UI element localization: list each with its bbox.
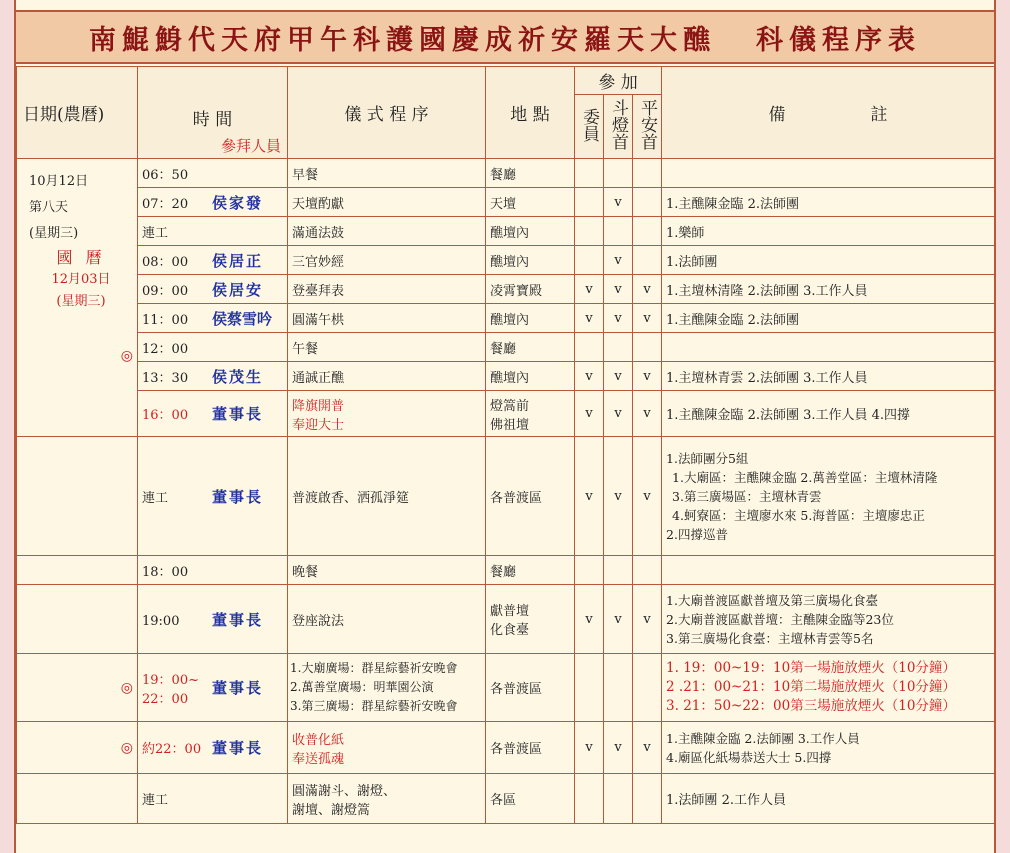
gregorian-weekday: (星期三) [56,294,106,309]
doudeng-check: v [604,188,633,217]
ritual-cell: 登臺拜表 [288,275,486,304]
table-row [17,275,995,304]
time-text: 06：50 [142,167,189,183]
lunar-weekday: (星期三) [29,226,79,241]
location-cell: 各普渡區 [486,437,575,556]
time-text: 19：00~ [142,672,199,688]
time-text: 08：00 [142,254,189,270]
doudeng-check: v [604,437,633,556]
date-cell [17,159,138,437]
header-date: 日期(農曆) [17,67,138,159]
ritual-line: 謝壇、謝燈篙 [292,802,371,818]
time-text: 11：00 [142,312,189,328]
pingan-check [633,774,662,824]
committee-check [575,333,604,362]
ritual-line: 奉送孤魂 [292,751,345,767]
ritual-line: 奉迎大士 [292,417,345,433]
header-ritual: 儀 式 程 序 [288,67,486,159]
ritual-line: 2.萬善堂廣場：明華園公演 [290,680,434,694]
time-text: 連工 [142,793,169,808]
page-title [16,10,994,64]
highlight-mark: ◎ [120,679,133,696]
doudeng-check [604,774,633,824]
pingan-check [633,333,662,362]
location-cell: 各普渡區 [486,722,575,774]
table-row [17,391,995,437]
location-cell: 醮壇內 [486,362,575,391]
doudeng-check [604,333,633,362]
ritual-cell: 登座說法 [288,585,486,654]
gregorian-date: 12月03日 [51,272,111,287]
doudeng-check: v [604,275,633,304]
date-cell-empty [17,585,138,654]
ritual-cell: 晚餐 [288,556,486,585]
time-cell [138,333,288,362]
time-cell [138,188,288,217]
table-row [17,556,995,585]
pingan-check [633,217,662,246]
committee-check: v [575,362,604,391]
title-suffix: 科儀程序表 [756,24,921,56]
table-row [17,217,995,246]
time-cell [138,774,288,824]
remarks-line: 3. 21：50~22：00第三場施放煙火（10分鐘） [666,698,956,714]
committee-check: v [575,437,604,556]
ritual-line: 圓滿謝斗、謝燈、 [292,783,397,799]
highlight-mark: ◎ [120,739,133,756]
location-cell [486,585,575,654]
committee-check: v [575,585,604,654]
committee-check [575,556,604,585]
doudeng-check: v [604,391,633,437]
time-text: 約22：00 [142,742,202,757]
remarks-line: 3.第三廣場區：主壇林青雲 [672,488,822,504]
pingan-check: v [633,362,662,391]
location-cell: 餐廳 [486,159,575,188]
time-cell [138,585,288,654]
ritual-cell: 早餐 [288,159,486,188]
remarks-cell: 1.主醮陳金臨 2.法師團 [662,304,995,333]
remarks-line: 1.大廟普渡區獻普壇及第三廣場化食臺 [666,592,878,608]
doudeng-check [604,654,633,722]
ritual-line: 1.大廟廣場：群星綜藝祈安晚會 [290,661,458,675]
header-remarks: 備 註 [662,67,995,159]
header-pingan-text: 平安首 [637,99,658,150]
location-cell: 餐廳 [486,556,575,585]
header-location: 地 點 [486,67,575,159]
committee-check: v [575,391,604,437]
location-line: 佛祖壇 [490,417,530,433]
remarks-cell: 1.法師團 [662,246,995,275]
remarks-cell: 1.法師團 2.工作人員 [662,774,995,824]
header-time [138,67,288,159]
header-join: 參 加 [575,67,662,95]
location-cell: 醮壇內 [486,304,575,333]
remarks-cell [662,437,995,556]
pingan-check [633,654,662,722]
ritual-line: 降旗開普 [292,398,345,414]
doudeng-check [604,217,633,246]
date-cell-mark [17,654,138,722]
pingan-check [633,556,662,585]
pingan-check [633,188,662,217]
ritual-cell [288,774,486,824]
pingan-check: v [633,437,662,556]
header-doudeng-text: 斗燈首 [608,99,628,150]
remarks-line: 1. 19：00~19：10第一場施放煙火（10分鐘） [666,660,956,676]
committee-check [575,654,604,722]
committee-check [575,246,604,275]
remarks-line: 4.廟區化紙場恭送大士 5.四撐 [666,749,832,765]
time-cell [138,246,288,275]
location-cell [486,391,575,437]
header-committee-text: 委員 [579,107,599,142]
time-text: 12：00 [142,341,189,357]
time-cell [138,275,288,304]
doudeng-check [604,556,633,585]
committee-check [575,188,604,217]
time-cell [138,159,288,188]
participant-name: 董事長 [212,739,264,757]
time-text: 22：00 [142,691,189,707]
lunar-date: 10月12日 [29,174,89,189]
schedule-table [16,66,995,824]
title-main: 南鯤鯓代天府甲午科護國慶成祈安羅天大醮 [89,24,716,56]
time-cell [138,654,288,722]
time-cell [138,437,288,556]
remarks-cell [662,722,995,774]
remarks-cell: 1.樂師 [662,217,995,246]
table-row [17,722,995,774]
remarks-line: 1.大廟區：主醮陳金臨 2.萬善堂區：主壇林清隆 [672,469,938,485]
ritual-cell: 普渡啟香、洒孤淨筵 [288,437,486,556]
ritual-cell: 天壇酌獻 [288,188,486,217]
doudeng-check: v [604,246,633,275]
location-cell: 凌霄寶殿 [486,275,575,304]
remarks-line: 2 .21：00~21：10第二場施放煙火（10分鐘） [666,679,956,695]
participant-name: 侯家發 [212,193,264,212]
location-cell: 各普渡區 [486,654,575,722]
ritual-line: 3.第三廣場：群星綜藝祈安晚會 [290,699,458,713]
schedule-page [14,0,996,853]
time-cell [138,304,288,333]
participant-name: 董事長 [212,679,264,697]
time-range [142,669,212,707]
ritual-cell: 滿通法鼓 [288,217,486,246]
remarks-line: 1.法師團分5組 [666,450,749,466]
time-cell [138,217,288,246]
time-text: 19:00 [142,613,180,629]
participant-name: 侯茂生 [212,367,264,386]
remarks-line: 2.四撐巡普 [666,526,728,542]
doudeng-check: v [604,722,633,774]
committee-check [575,159,604,188]
date-cell-empty [17,774,138,824]
committee-check: v [575,304,604,333]
ritual-cell [288,654,486,722]
pingan-check [633,246,662,275]
time-text: 連工 [142,225,169,241]
location-cell: 天壇 [486,188,575,217]
remarks-line: 4.蚵寮區：主壇廖水來 5.海普區：主壇廖忠正 [672,507,925,523]
time-text: 連工 [142,490,169,506]
time-text: 13：30 [142,370,189,386]
remarks-cell: 1.主壇林清隆 2.法師團 3.工作人員 [662,275,995,304]
header-participants: 參拜人員 [220,137,281,155]
date-cell-empty [17,437,138,556]
pingan-check: v [633,391,662,437]
location-cell: 各區 [486,774,575,824]
highlight-mark: ◎ [120,348,133,364]
participant-name: 侯居正 [212,251,264,270]
ritual-line: 收普化紙 [292,732,345,748]
ritual-cell [288,391,486,437]
remarks-cell: 1.主醮陳金臨 2.法師團 3.工作人員 4.四撐 [662,391,995,437]
location-line: 化食臺 [490,623,530,638]
doudeng-check [604,159,633,188]
remarks-line: 1.主醮陳金臨 2.法師團 3.工作人員 [666,730,860,746]
remarks-line: 3.第三廣場化食臺：主壇林青雲等5名 [666,630,874,646]
remarks-cell [662,159,995,188]
time-cell [138,362,288,391]
ritual-cell [288,722,486,774]
doudeng-check: v [604,304,633,333]
committee-check [575,217,604,246]
remarks-cell [662,585,995,654]
date-cell-mark [17,722,138,774]
pingan-check [633,159,662,188]
day-number: 第八天 [29,200,69,215]
table-row [17,362,995,391]
location-cell: 餐廳 [486,333,575,362]
pingan-check: v [633,304,662,333]
table-row [17,304,995,333]
doudeng-check: v [604,362,633,391]
header-time-label: 時 間 [192,110,233,130]
gregorian-label: 國 曆 [56,248,106,267]
pingan-check: v [633,275,662,304]
date-cell-empty [17,556,138,585]
table-row [17,246,995,275]
remarks-cell [662,556,995,585]
location-cell: 醮壇內 [486,246,575,275]
ritual-cell: 圓滿午栱 [288,304,486,333]
remarks-cell [662,333,995,362]
location-cell: 醮壇內 [486,217,575,246]
remarks-cell [662,654,995,722]
participant-name: 董事長 [212,487,264,506]
time-text: 07：20 [142,196,189,212]
participant-name: 侯居安 [212,280,264,299]
location-line: 燈篙前 [490,398,530,414]
time-cell [138,556,288,585]
header-pingan [633,95,662,159]
doudeng-check: v [604,585,633,654]
table-row [17,774,995,824]
time-text: 09：00 [142,283,189,299]
remarks-line: 2.大廟普渡區獻普壇：主醮陳金臨等23位 [666,611,894,627]
participant-name: 侯蔡雪吟 [212,309,273,328]
table-row [17,333,995,362]
table-row [17,188,995,217]
time-cell [138,722,288,774]
committee-check: v [575,275,604,304]
time-cell [138,391,288,437]
time-text: 16：00 [142,408,189,423]
participant-name: 董事長 [212,405,264,423]
header-committee [575,95,604,159]
pingan-check: v [633,722,662,774]
location-line: 獻普壇 [490,604,530,619]
time-text: 18：00 [142,564,189,580]
table-row [17,654,995,722]
table-row [17,159,995,188]
table-row [17,437,995,556]
committee-check: v [575,722,604,774]
table-row [17,585,995,654]
remarks-cell: 1.主壇林青雲 2.法師團 3.工作人員 [662,362,995,391]
ritual-cell: 通誠正醮 [288,362,486,391]
ritual-cell: 午餐 [288,333,486,362]
remarks-cell: 1.主醮陳金臨 2.法師團 [662,188,995,217]
header-doudeng [604,95,633,159]
ritual-cell: 三官妙經 [288,246,486,275]
committee-check [575,774,604,824]
participant-name: 董事長 [212,610,264,629]
pingan-check: v [633,585,662,654]
